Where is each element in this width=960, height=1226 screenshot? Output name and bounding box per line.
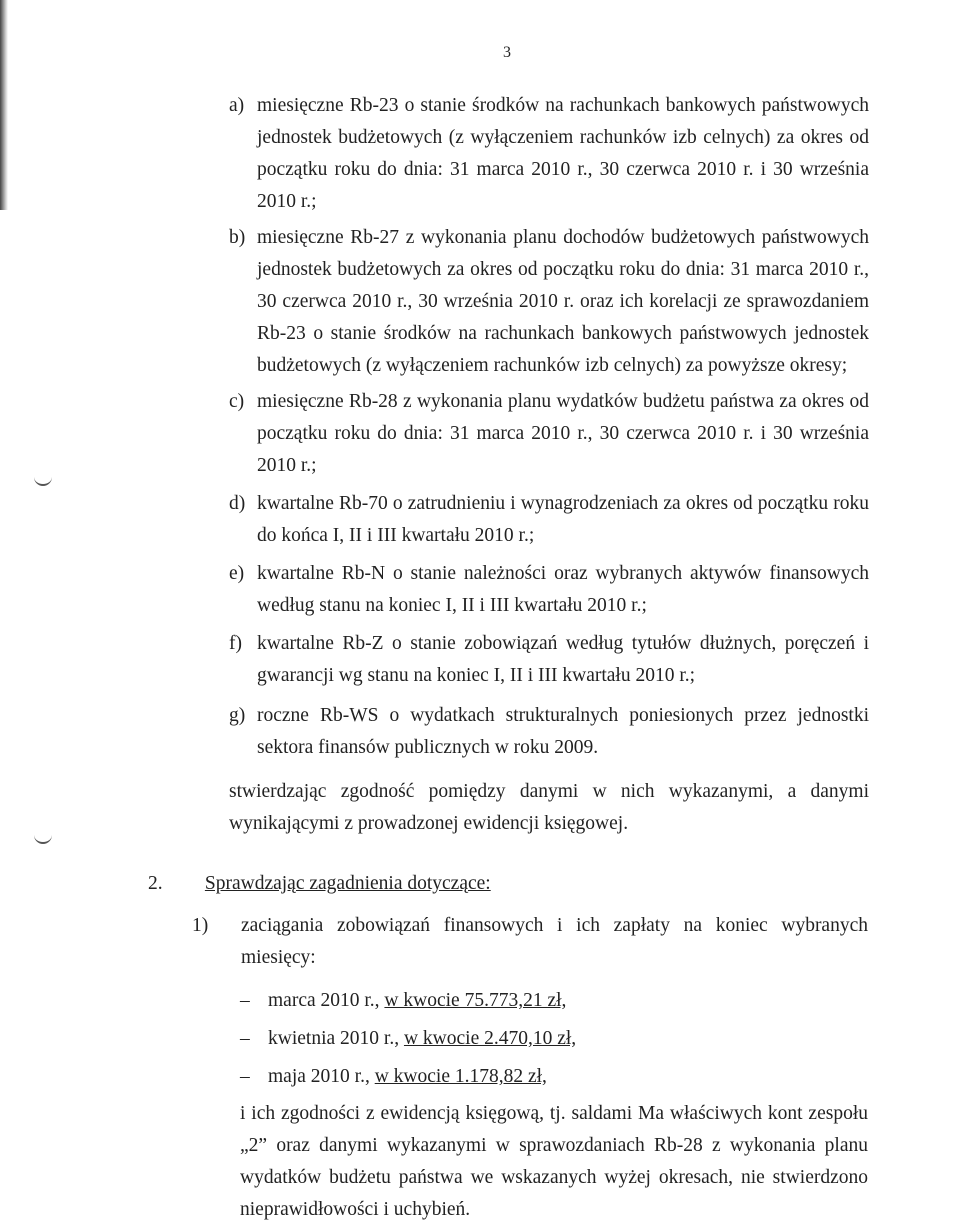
sub-item-label: 1) xyxy=(192,915,209,936)
item-text: miesięczne Rb-23 o stanie środków na rachunkach bankowych państwowych jednostek budżetowych (z wyłączeniem rachunków izb celnych) za okres od początku roku do dnia: 31 marca 2010 r., 30 czerwca 2010 r. i 30 września 2010 r.; xyxy=(257,95,869,212)
page-number: 3 xyxy=(503,44,511,61)
item-label: g) xyxy=(229,705,246,726)
dash-item xyxy=(240,1066,547,1088)
section-title: Sprawdzając zagadnienia dotyczące: xyxy=(204,873,491,894)
section-number: 2. xyxy=(148,873,163,894)
dash-amount: w kwocie 1.178,82 zł, xyxy=(374,1066,547,1087)
item-label: e) xyxy=(229,563,245,584)
dash-amount: w kwocie 75.773,21 zł, xyxy=(384,990,567,1011)
item-text: roczne Rb-WS o wydatkach strukturalnych poniesionych przez jednostki sektora finansów publicznych w roku 2009. xyxy=(257,705,869,758)
sub-item xyxy=(192,910,868,974)
dash-prefix: maja 2010 r., xyxy=(268,1066,375,1087)
list-item xyxy=(229,90,869,218)
scan-mark xyxy=(34,834,52,844)
item-label: c) xyxy=(229,391,245,412)
list-item xyxy=(229,700,869,764)
list-item xyxy=(229,386,869,482)
scan-edge-shadow xyxy=(0,0,8,210)
item-label: b) xyxy=(229,227,246,248)
item-text: miesięczne Rb-27 z wykonania planu dochodów budżetowych państwowych jednostek budżetowych za okres od początku roku do dnia: 31 marca 2010 r., 30 czerwca 2010 r., 30 września 2010 r. oraz ich korelacji ze sprawozdaniem Rb-23 o stanie środków na rachunkach bankowych państwowych jednostek budżetowych (z wyłączeniem rachunków izb celnych) za powyższe okresy; xyxy=(257,227,869,376)
dash-item xyxy=(240,1028,576,1050)
list-item xyxy=(229,222,869,382)
list-item xyxy=(229,558,869,622)
dash-mark: – xyxy=(240,1066,250,1087)
item-text: kwartalne Rb-Z o stanie zobowiązań według tytułów dłużnych, poręczeń i gwarancji wg stanu na koniec I, II i III kwartału 2010 r.; xyxy=(257,633,869,686)
item-text: kwartalne Rb-70 o zatrudnieniu i wynagrodzeniach za okres od początku roku do końca I, II i III kwartału 2010 r.; xyxy=(257,493,869,546)
sub-item-text: zaciągania zobowiązań finansowych i ich zapłaty na koniec wybranych miesięcy: xyxy=(241,915,868,968)
final-paragraph: i ich zgodności z ewidencją księgową, tj. saldami Ma właściwych kont zespołu „2” oraz danymi wykazanymi w sprawozdaniach Rb-28 z wykonania planu wydatków budżetu państwa we wskazanych wyżej okresach, nie stwierdzono nieprawidłowości i uchybień. xyxy=(240,1103,868,1220)
dash-mark: – xyxy=(240,1028,250,1049)
list-item xyxy=(229,628,869,692)
item-text: kwartalne Rb-N o stanie należności oraz wybranych aktywów finansowych według stanu na koniec I, II i III kwartału 2010 r.; xyxy=(257,563,869,616)
section-heading xyxy=(148,873,491,895)
item-label: a) xyxy=(229,95,245,116)
scan-mark xyxy=(34,476,52,486)
item-label: d) xyxy=(229,493,246,514)
dash-prefix: marca 2010 r., xyxy=(268,990,385,1011)
closing-paragraph: stwierdzając zgodność pomiędzy danymi w nich wykazanymi, a danymi wynikającymi z prowadzonej ewidencji księgowej. xyxy=(229,781,869,834)
list-item xyxy=(229,488,869,552)
dash-mark: – xyxy=(240,990,250,1011)
item-text: miesięczne Rb-28 z wykonania planu wydatków budżetu państwa za okres od początku roku do dnia: 31 marca 2010 r., 30 czerwca 2010 r. i 30 września 2010 r.; xyxy=(257,391,869,476)
dash-amount: w kwocie 2.470,10 zł, xyxy=(403,1028,577,1049)
dash-prefix: kwietnia 2010 r., xyxy=(268,1028,404,1049)
item-label: f) xyxy=(229,633,242,654)
dash-item xyxy=(240,990,566,1012)
